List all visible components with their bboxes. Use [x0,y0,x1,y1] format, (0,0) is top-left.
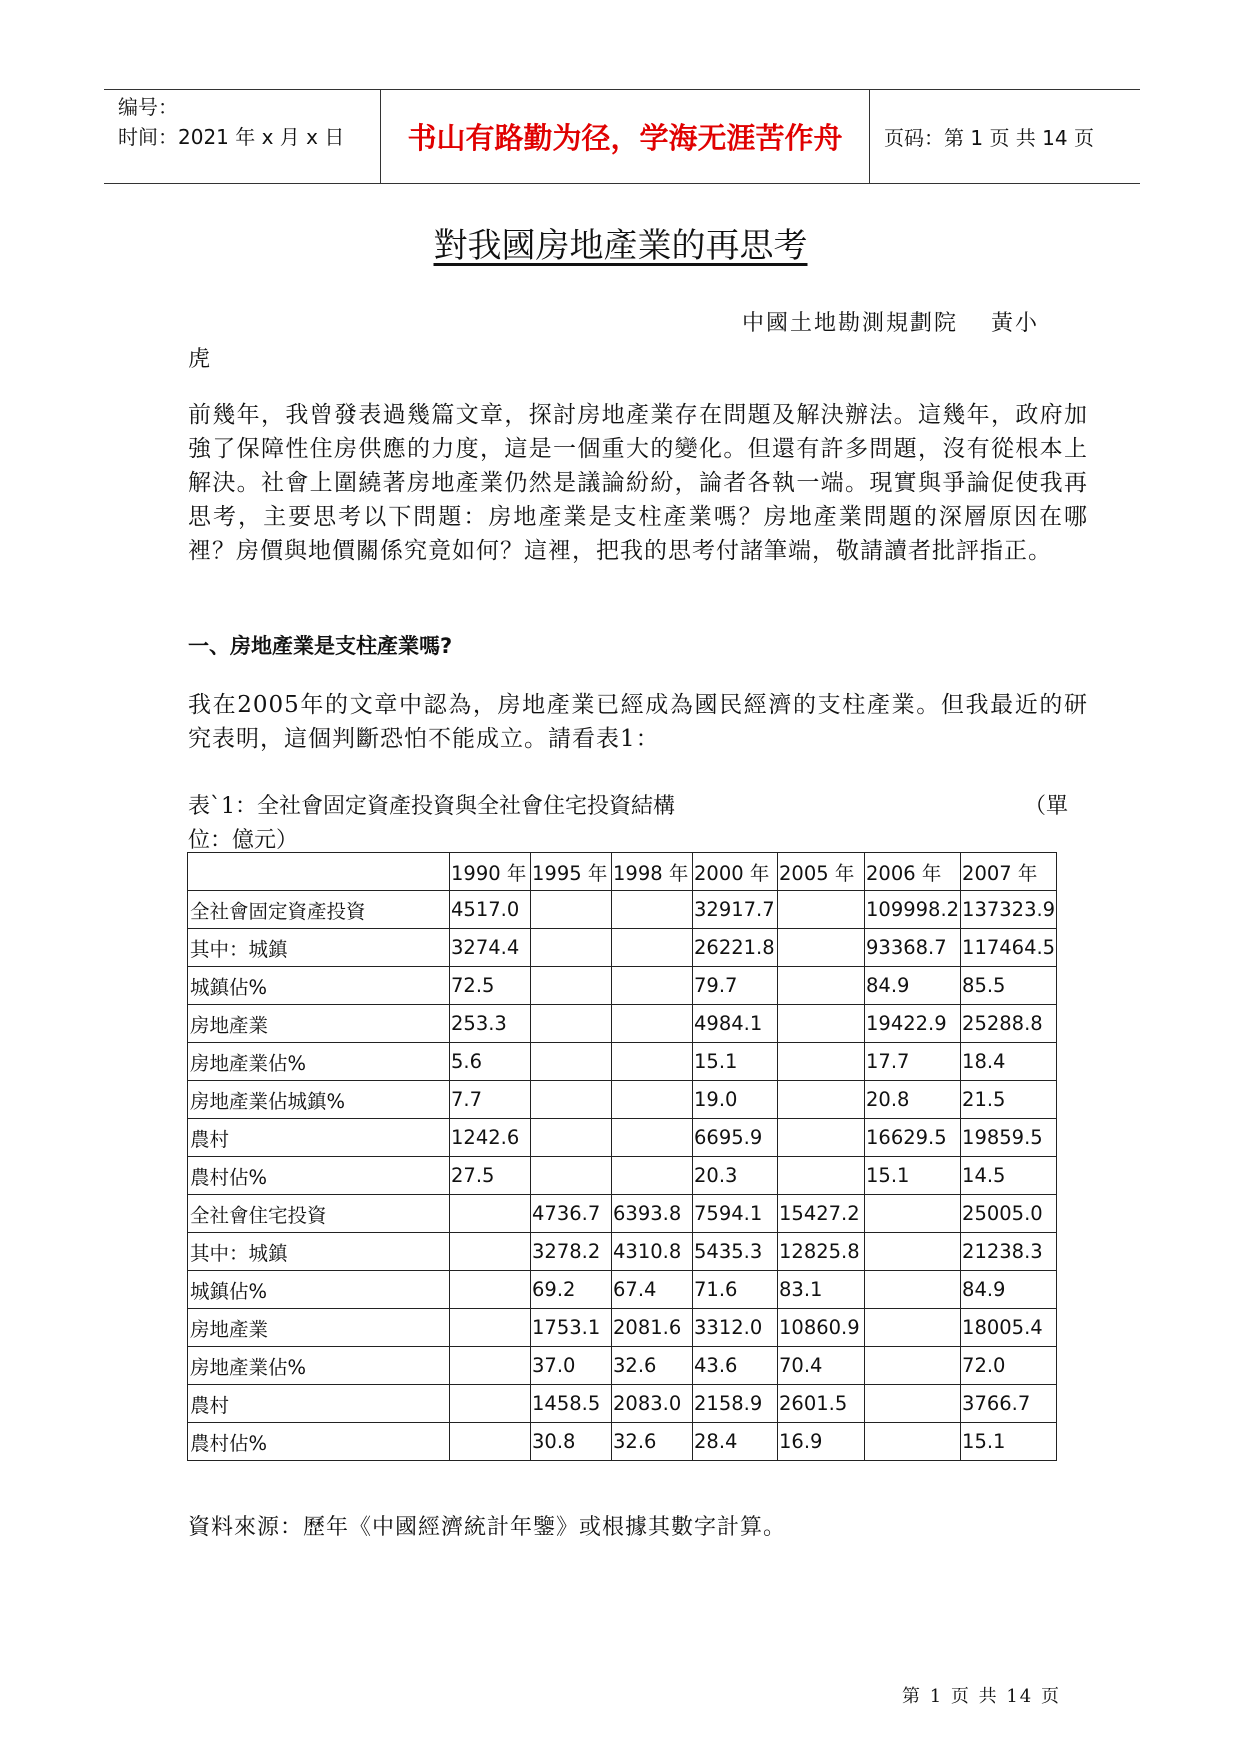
table-unit-end: 位：億元） [188,828,299,853]
table-cell [778,891,865,929]
table-cell [778,967,865,1005]
table-row-label: 農村 [188,1385,450,1423]
table-cell: 32.6 [612,1423,693,1461]
table-cell: 19422.9 [865,1005,961,1043]
doc-title-text: 對我國房地產業的再思考 [433,226,808,266]
table-column-header: 1998 年 [612,853,693,891]
table-cell: 3274.4 [450,929,531,967]
table-cell: 37.0 [531,1347,612,1385]
table-row-label: 農村佔% [188,1157,450,1195]
table-column-header: 1990 年 [450,853,531,891]
table-cell [865,1233,961,1271]
table-cell [450,1385,531,1423]
table-cell: 3278.2 [531,1233,612,1271]
table-column-header: 2005 年 [778,853,865,891]
table-cell: 20.3 [693,1157,778,1195]
table-cell: 18005.4 [961,1309,1057,1347]
table-cell: 25288.8 [961,1005,1057,1043]
table-cell: 21238.3 [961,1233,1057,1271]
table-unit-start: （單 [1023,794,1068,819]
table-cell [531,1157,612,1195]
table-cell: 117464.5 [961,929,1057,967]
table-cell: 5435.3 [693,1233,778,1271]
table-row [188,1195,1057,1233]
intro-paragraph: 前幾年，我曾發表過幾篇文章，探討房地產業存在問題及解決辦法。這幾年，政府加強了保障性住房供應的力度，這是一個重大的變化。但還有許多問題，沒有從根本上解決。社會上圍繞著房地產業仍然是議論紛紛，論者各執一端。現實與爭論促使我再思考，主要思考以下問題：房地產業是支柱產業嗎？房地產業問題的深層原因在哪裡？房價與地價關係究竟如何？這裡，把我的思考付諸筆端，敬請讀者批評指正。 [188,402,1088,564]
table-header-row [188,853,1057,891]
table-cell: 25005.0 [961,1195,1057,1233]
page-header [104,89,1140,184]
table-cell: 19859.5 [961,1119,1057,1157]
investment-table [187,852,1057,1461]
table-cell [531,1081,612,1119]
page-footer: 第 1 页 共 14 页 [902,1686,1061,1707]
table-cell: 72.0 [961,1347,1057,1385]
table-row-label: 城鎮佔% [188,967,450,1005]
table-cell: 2081.6 [612,1309,693,1347]
table-cell: 18.4 [961,1043,1057,1081]
data-source-note: 資料來源：歷年《中國經濟統計年鑒》或根據其數字計算。 [188,1515,787,1540]
table-column-header: 2000 年 [693,853,778,891]
table-cell [450,1195,531,1233]
section-paragraph: 我在2005年的文章中認為，房地產業已經成為國民經濟的支柱產業。但我最近的研究表明，這個判斷恐怕不能成立。請看表1： [188,692,1088,752]
table-cell [778,1081,865,1119]
table-cell: 4984.1 [693,1005,778,1043]
table-cell: 21.5 [961,1081,1057,1119]
table-cell [612,1005,693,1043]
table-cell: 69.2 [531,1271,612,1309]
table-column-header: 2007 年 [961,853,1057,891]
table-cell: 14.5 [961,1157,1057,1195]
table-cell [531,891,612,929]
table-row [188,1119,1057,1157]
table-cell: 6695.9 [693,1119,778,1157]
table-cell [531,1119,612,1157]
author-line: 中國土地勘測規劃院 黃小 [742,311,1039,336]
table-cell [778,929,865,967]
table-cell: 4517.0 [450,891,531,929]
table-row [188,1385,1057,1423]
table-cell: 15427.2 [778,1195,865,1233]
table-cell [778,1043,865,1081]
header-motto: 书山有路勤为径，学海无涯苦作舟 [381,90,870,183]
table-cell [450,1309,531,1347]
doc-title [0,218,1241,267]
table-cell [865,1195,961,1233]
table-cell: 70.4 [778,1347,865,1385]
table-row-label: 房地產業佔% [188,1347,450,1385]
table-cell [778,1005,865,1043]
table-row-label: 房地產業佔城鎮% [188,1081,450,1119]
table-row-label: 全社會固定資產投資 [188,891,450,929]
table-caption [188,790,1068,858]
table-row-label: 房地產業 [188,1309,450,1347]
table-cell: 4310.8 [612,1233,693,1271]
table-row [188,1423,1057,1461]
table-cell: 137323.9 [961,891,1057,929]
table-row-label: 房地產業佔% [188,1043,450,1081]
table-cell [612,1043,693,1081]
table-cell: 12825.8 [778,1233,865,1271]
table-cell: 109998.2 [865,891,961,929]
doc-time-label: 时间：2021 年 x 月 x 日 [118,125,345,149]
table-row-label: 農村佔% [188,1423,450,1461]
table-cell: 16629.5 [865,1119,961,1157]
table-row [188,1347,1057,1385]
table-cell [450,1347,531,1385]
table-row-label: 農村 [188,1119,450,1157]
table-cell: 2601.5 [778,1385,865,1423]
table-cell: 71.6 [693,1271,778,1309]
table-column-header: 1995 年 [531,853,612,891]
table-cell: 1458.5 [531,1385,612,1423]
table-cell: 85.5 [961,967,1057,1005]
table-row [188,1233,1057,1271]
table-caption-text: 表`1：全社會固定資產投資與全社會住宅投資結構 [188,794,675,819]
table-cell: 19.0 [693,1081,778,1119]
table-cell [450,1271,531,1309]
table-row [188,1005,1057,1043]
table-cell [612,1119,693,1157]
table-row-label: 全社會住宅投資 [188,1195,450,1233]
table-cell: 2083.0 [612,1385,693,1423]
table-cell: 27.5 [450,1157,531,1195]
table-column-header: 2006 年 [865,853,961,891]
table-cell [450,1423,531,1461]
table-row [188,1043,1057,1081]
table-cell: 1753.1 [531,1309,612,1347]
table-cell: 15.1 [865,1157,961,1195]
table-row [188,1157,1057,1195]
table-cell: 10860.9 [778,1309,865,1347]
table-cell: 7594.1 [693,1195,778,1233]
table-row-label: 房地產業 [188,1005,450,1043]
table-row [188,1271,1057,1309]
table-cell: 26221.8 [693,929,778,967]
table-cell [531,929,612,967]
table-row [188,1309,1057,1347]
table-cell: 15.1 [693,1043,778,1081]
table-cell: 84.9 [961,1271,1057,1309]
table-cell: 32.6 [612,1347,693,1385]
table-row [188,891,1057,929]
section-heading: 一、房地產業是支柱產業嗎? [188,634,453,658]
table-cell: 16.9 [778,1423,865,1461]
table-cell: 7.7 [450,1081,531,1119]
table-cell: 2158.9 [693,1385,778,1423]
table-corner-cell [188,853,450,891]
table-cell [612,891,693,929]
table-cell: 84.9 [865,967,961,1005]
table-cell: 5.6 [450,1043,531,1081]
table-cell: 6393.8 [612,1195,693,1233]
table-cell [612,967,693,1005]
table-cell: 72.5 [450,967,531,1005]
table-cell: 43.6 [693,1347,778,1385]
table-cell: 83.1 [778,1271,865,1309]
table-cell: 4736.7 [531,1195,612,1233]
table-cell [865,1423,961,1461]
table-cell: 79.7 [693,967,778,1005]
table-row-label: 其中：城鎮 [188,929,450,967]
table-cell [531,1005,612,1043]
table-cell: 30.8 [531,1423,612,1461]
table-cell: 253.3 [450,1005,531,1043]
table-cell: 1242.6 [450,1119,531,1157]
table-cell: 28.4 [693,1423,778,1461]
header-page-code: 页码：第 1 页 共 14 页 [884,126,1094,150]
table-row [188,929,1057,967]
table-cell: 3312.0 [693,1309,778,1347]
table-cell [612,1157,693,1195]
table-cell: 20.8 [865,1081,961,1119]
table-cell [865,1309,961,1347]
table-cell: 17.7 [865,1043,961,1081]
table-cell [531,1043,612,1081]
table-cell: 3766.7 [961,1385,1057,1423]
author-line-continued: 虎 [188,347,211,372]
table-cell: 15.1 [961,1423,1057,1461]
table-row-label: 城鎮佔% [188,1271,450,1309]
table-cell [612,1081,693,1119]
doc-number-label: 编号： [118,95,178,119]
table-cell: 67.4 [612,1271,693,1309]
table-cell: 32917.7 [693,891,778,929]
table-row [188,1081,1057,1119]
table-cell [612,929,693,967]
table-cell [778,1157,865,1195]
table-cell [865,1271,961,1309]
table-row-label: 其中：城鎮 [188,1233,450,1271]
table-cell [865,1385,961,1423]
table-cell [450,1233,531,1271]
table-row [188,967,1057,1005]
table-cell [778,1119,865,1157]
table-cell [531,967,612,1005]
table-cell: 93368.7 [865,929,961,967]
header-meta [104,90,381,183]
table-cell [865,1347,961,1385]
